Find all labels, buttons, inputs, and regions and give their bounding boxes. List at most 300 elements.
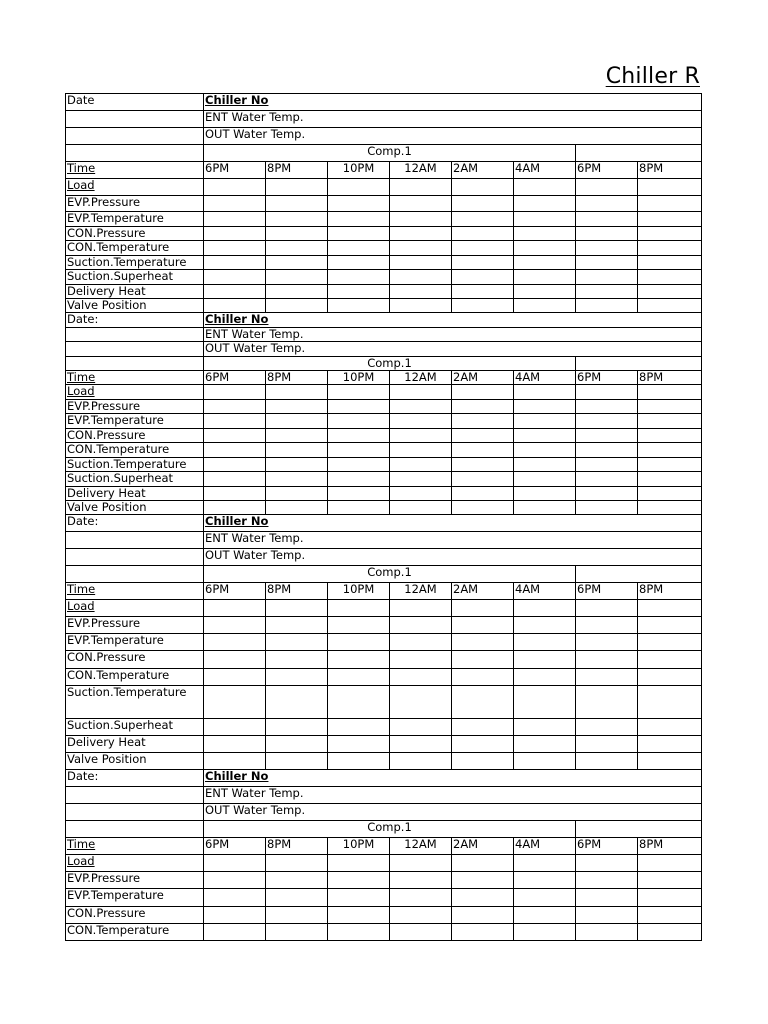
reading-cell[interactable] [266,753,328,770]
reading-cell[interactable] [514,907,576,924]
reading-cell[interactable] [514,736,576,753]
reading-cell[interactable] [452,443,514,458]
reading-cell[interactable] [204,212,266,227]
reading-cell[interactable] [328,256,390,270]
reading-cell[interactable] [576,472,638,487]
reading-cell[interactable] [390,501,452,515]
reading-cell[interactable] [390,669,452,686]
reading-cell[interactable] [266,686,328,719]
reading-cell[interactable] [452,256,514,270]
parameter-label: Load [66,600,204,617]
reading-cell[interactable] [328,227,390,241]
chiller-no-label: Chiller No [204,770,702,787]
reading-cell[interactable] [452,600,514,617]
reading-cell[interactable] [576,414,638,429]
reading-cell[interactable] [514,414,576,429]
reading-cell[interactable] [266,443,328,458]
reading-cell[interactable] [266,669,328,686]
reading-cell[interactable] [204,472,266,487]
time-header: 8PM [638,371,702,385]
reading-cell[interactable] [514,443,576,458]
reading-cell[interactable] [638,872,702,889]
parameter-label: Suction.Superheat [66,719,204,736]
reading-cell[interactable] [390,414,452,429]
reading-cell[interactable] [638,429,702,443]
reading-cell[interactable] [452,907,514,924]
reading-cell[interactable] [328,686,390,719]
reading-cell[interactable] [576,889,638,907]
reading-cell[interactable] [452,753,514,770]
parameter-label: Valve Position [66,501,204,515]
reading-cell[interactable] [514,256,576,270]
reading-cell[interactable] [390,600,452,617]
time-header: 8PM [638,162,702,179]
reading-cell[interactable] [390,179,452,196]
reading-cell[interactable] [204,651,266,669]
reading-cell[interactable] [266,256,328,270]
reading-cell[interactable] [266,179,328,196]
reading-cell[interactable] [266,270,328,285]
reading-cell[interactable] [266,241,328,256]
reading-cell[interactable] [266,872,328,889]
parameter-label: EVP.Temperature [66,212,204,227]
reading-cell[interactable] [514,458,576,472]
time-header: 6PM [576,583,638,600]
reading-cell[interactable] [576,719,638,736]
reading-cell[interactable] [452,227,514,241]
reading-cell[interactable] [204,241,266,256]
reading-cell[interactable] [452,285,514,299]
reading-cell[interactable] [576,299,638,313]
reading-cell[interactable] [514,872,576,889]
reading-cell[interactable] [204,429,266,443]
reading-cell[interactable] [204,686,266,719]
reading-cell[interactable] [328,487,390,501]
reading-cell[interactable] [266,385,328,400]
reading-cell[interactable] [452,651,514,669]
reading-cell[interactable] [390,924,452,941]
reading-cell[interactable] [576,736,638,753]
reading-cell[interactable] [514,600,576,617]
reading-cell[interactable] [328,472,390,487]
parameter-label: Suction.Superheat [66,472,204,487]
reading-cell[interactable] [576,872,638,889]
reading-cell[interactable] [576,241,638,256]
reading-cell[interactable] [638,907,702,924]
reading-cell[interactable] [328,414,390,429]
reading-cell[interactable] [514,651,576,669]
time-header: 6PM [204,583,266,600]
reading-cell[interactable] [638,889,702,907]
reading-cell[interactable] [576,385,638,400]
reading-cell[interactable] [204,487,266,501]
time-header: 8PM [266,162,328,179]
reading-cell[interactable] [266,414,328,429]
reading-cell[interactable] [452,241,514,256]
reading-cell[interactable] [266,472,328,487]
reading-cell[interactable] [638,600,702,617]
reading-cell[interactable] [514,400,576,414]
reading-cell[interactable] [204,400,266,414]
reading-cell[interactable] [266,617,328,634]
reading-cell[interactable] [266,889,328,907]
reading-cell[interactable] [390,889,452,907]
reading-cell[interactable] [390,196,452,212]
reading-cell[interactable] [576,855,638,872]
reading-cell[interactable] [452,487,514,501]
reading-cell[interactable] [390,400,452,414]
reading-cell[interactable] [390,651,452,669]
reading-cell[interactable] [328,872,390,889]
reading-cell[interactable] [638,241,702,256]
reading-cell[interactable] [328,443,390,458]
reading-cell[interactable] [452,669,514,686]
reading-cell[interactable] [576,270,638,285]
reading-cell[interactable] [638,924,702,941]
reading-cell[interactable] [390,634,452,651]
time-header: 12AM [390,162,452,179]
reading-cell[interactable] [390,270,452,285]
reading-cell[interactable] [452,686,514,719]
comp-label: Comp.1 [204,145,576,162]
reading-cell[interactable] [204,501,266,515]
reading-cell[interactable] [452,855,514,872]
reading-cell[interactable] [266,736,328,753]
parameter-label: CON.Pressure [66,651,204,669]
reading-cell[interactable] [204,458,266,472]
reading-cell[interactable] [266,651,328,669]
blank-cell [66,821,204,838]
reading-cell[interactable] [452,196,514,212]
reading-cell[interactable] [638,458,702,472]
reading-cell[interactable] [638,487,702,501]
reading-cell[interactable] [638,472,702,487]
date-value-cell[interactable] [66,532,204,549]
reading-cell[interactable] [514,212,576,227]
reading-cell[interactable] [638,634,702,651]
reading-cell[interactable] [638,299,702,313]
reading-cell[interactable] [452,458,514,472]
date-label: Date: [66,313,204,328]
reading-cell[interactable] [576,686,638,719]
reading-cell[interactable] [390,719,452,736]
reading-cell[interactable] [266,501,328,515]
reading-cell[interactable] [514,855,576,872]
reading-cell[interactable] [204,414,266,429]
parameter-row [66,501,702,515]
reading-cell[interactable] [204,924,266,941]
reading-cell[interactable] [576,256,638,270]
reading-cell[interactable] [638,285,702,299]
reading-cell[interactable] [266,299,328,313]
reading-cell[interactable] [638,385,702,400]
ent-water-row [66,532,702,549]
reading-cell[interactable] [638,443,702,458]
reading-cell[interactable] [514,487,576,501]
reading-cell[interactable] [576,212,638,227]
reading-cell[interactable] [452,501,514,515]
reading-cell[interactable] [390,429,452,443]
reading-cell[interactable] [576,487,638,501]
time-header: 4AM [514,838,576,855]
parameter-row [66,400,702,414]
reading-cell[interactable] [514,179,576,196]
reading-cell[interactable] [576,669,638,686]
reading-cell[interactable] [328,299,390,313]
reading-cell[interactable] [266,227,328,241]
reading-cell[interactable] [638,179,702,196]
reading-cell[interactable] [328,241,390,256]
reading-cell[interactable] [328,907,390,924]
reading-cell[interactable] [638,719,702,736]
out-water-label: OUT Water Temp. [204,342,702,357]
reading-cell[interactable] [266,212,328,227]
reading-cell[interactable] [452,385,514,400]
reading-cell[interactable] [452,719,514,736]
reading-cell[interactable] [328,753,390,770]
reading-cell[interactable] [204,736,266,753]
ent-water-label: ENT Water Temp. [204,328,702,342]
reading-cell[interactable] [514,196,576,212]
comp-label: Comp.1 [204,566,576,583]
reading-cell[interactable] [390,256,452,270]
reading-cell[interactable] [638,212,702,227]
reading-cell[interactable] [638,669,702,686]
parameter-label: Valve Position [66,299,204,313]
reading-cell[interactable] [452,179,514,196]
reading-cell[interactable] [452,472,514,487]
reading-cell[interactable] [514,686,576,719]
reading-cell[interactable] [452,212,514,227]
reading-cell[interactable] [638,686,702,719]
reading-cell[interactable] [514,753,576,770]
parameter-label: EVP.Temperature [66,414,204,429]
parameter-row [66,719,702,736]
reading-cell[interactable] [266,600,328,617]
reading-cell[interactable] [638,501,702,515]
reading-cell[interactable] [266,719,328,736]
reading-cell[interactable] [204,889,266,907]
reading-cell[interactable] [328,270,390,285]
reading-cell[interactable] [390,299,452,313]
reading-cell[interactable] [204,256,266,270]
reading-cell[interactable] [452,634,514,651]
reading-cell[interactable] [576,285,638,299]
reading-cell[interactable] [204,196,266,212]
reading-cell[interactable] [576,227,638,241]
date-value-cell[interactable] [66,328,204,342]
reading-cell[interactable] [514,227,576,241]
reading-cell[interactable] [390,753,452,770]
reading-cell[interactable] [204,617,266,634]
reading-cell[interactable] [514,270,576,285]
reading-cell[interactable] [638,617,702,634]
reading-cell[interactable] [390,617,452,634]
parameter-row [66,889,702,907]
reading-cell[interactable] [514,617,576,634]
reading-cell[interactable] [390,285,452,299]
reading-cell[interactable] [390,241,452,256]
reading-cell[interactable] [266,907,328,924]
reading-cell[interactable] [514,669,576,686]
parameter-label: CON.Pressure [66,227,204,241]
reading-cell[interactable] [204,385,266,400]
reading-cell[interactable] [328,651,390,669]
reading-cell[interactable] [328,719,390,736]
reading-cell[interactable] [576,600,638,617]
reading-cell[interactable] [638,196,702,212]
reading-cell[interactable] [576,634,638,651]
reading-cell[interactable] [452,889,514,907]
reading-cell[interactable] [204,299,266,313]
reading-cell[interactable] [328,400,390,414]
reading-cell[interactable] [390,872,452,889]
reading-cell[interactable] [390,907,452,924]
reading-cell[interactable] [452,924,514,941]
reading-cell[interactable] [514,241,576,256]
reading-cell[interactable] [452,299,514,313]
reading-cell[interactable] [638,736,702,753]
reading-cell[interactable] [638,256,702,270]
reading-cell[interactable] [266,400,328,414]
reading-cell[interactable] [514,719,576,736]
reading-cell[interactable] [204,669,266,686]
reading-cell[interactable] [576,617,638,634]
reading-cell[interactable] [266,285,328,299]
reading-cell[interactable] [328,458,390,472]
reading-cell[interactable] [328,855,390,872]
reading-cell[interactable] [328,212,390,227]
comp-row [66,357,702,371]
reading-cell[interactable] [514,299,576,313]
reading-cell[interactable] [328,501,390,515]
date-value-cell[interactable] [66,787,204,804]
reading-cell[interactable] [266,634,328,651]
reading-cell[interactable] [576,651,638,669]
reading-cell[interactable] [204,285,266,299]
reading-cell[interactable] [390,458,452,472]
time-header: 4AM [514,583,576,600]
reading-cell[interactable] [576,458,638,472]
reading-cell[interactable] [390,212,452,227]
reading-cell[interactable] [452,736,514,753]
reading-cell[interactable] [514,285,576,299]
reading-cell[interactable] [390,686,452,719]
reading-cell[interactable] [204,719,266,736]
reading-cell[interactable] [514,385,576,400]
reading-cell[interactable] [266,487,328,501]
reading-cell[interactable] [390,385,452,400]
reading-cell[interactable] [452,429,514,443]
parameter-label: CON.Temperature [66,924,204,941]
reading-cell[interactable] [514,429,576,443]
reading-cell[interactable] [266,196,328,212]
reading-cell[interactable] [514,889,576,907]
reading-cell[interactable] [204,227,266,241]
parameter-row [66,241,702,256]
reading-cell[interactable] [328,924,390,941]
reading-cell[interactable] [390,855,452,872]
parameter-row [66,634,702,651]
reading-cell[interactable] [328,669,390,686]
reading-cell[interactable] [576,179,638,196]
reading-cell[interactable] [204,270,266,285]
reading-cell[interactable] [266,855,328,872]
reading-cell[interactable] [390,472,452,487]
reading-cell[interactable] [514,472,576,487]
parameter-row [66,196,702,212]
comp-blank-cell [576,821,702,838]
reading-cell[interactable] [204,443,266,458]
time-header: 6PM [204,162,266,179]
reading-cell[interactable] [328,889,390,907]
reading-cell[interactable] [452,872,514,889]
time-header: 6PM [576,371,638,385]
date-value-cell[interactable] [66,111,204,128]
reading-cell[interactable] [266,458,328,472]
reading-cell[interactable] [390,227,452,241]
reading-cell[interactable] [204,600,266,617]
reading-cell[interactable] [266,924,328,941]
reading-cell[interactable] [328,617,390,634]
reading-cell[interactable] [638,855,702,872]
reading-cell[interactable] [576,501,638,515]
reading-cell[interactable] [576,753,638,770]
reading-cell[interactable] [452,400,514,414]
reading-cell[interactable] [390,487,452,501]
reading-cell[interactable] [204,179,266,196]
reading-cell[interactable] [452,414,514,429]
reading-cell[interactable] [576,196,638,212]
reading-cell[interactable] [638,414,702,429]
reading-cell[interactable] [638,270,702,285]
reading-cell[interactable] [452,617,514,634]
comp-blank-cell [576,566,702,583]
reading-cell[interactable] [452,270,514,285]
reading-cell[interactable] [390,443,452,458]
reading-cell[interactable] [576,907,638,924]
reading-cell[interactable] [638,400,702,414]
reading-cell[interactable] [514,924,576,941]
reading-cell[interactable] [638,651,702,669]
reading-cell[interactable] [514,634,576,651]
reading-cell[interactable] [328,385,390,400]
reading-cell[interactable] [514,501,576,515]
blank-cell [66,549,204,566]
reading-cell[interactable] [204,634,266,651]
reading-cell[interactable] [266,429,328,443]
reading-cell[interactable] [576,924,638,941]
reading-cell[interactable] [328,179,390,196]
reading-cell[interactable] [576,429,638,443]
reading-cell[interactable] [576,400,638,414]
reading-cell[interactable] [328,429,390,443]
parameter-label: Load [66,855,204,872]
reading-cell[interactable] [638,753,702,770]
reading-cell[interactable] [328,634,390,651]
reading-cell[interactable] [204,872,266,889]
reading-cell[interactable] [390,736,452,753]
reading-cell[interactable] [328,285,390,299]
reading-cell[interactable] [328,196,390,212]
reading-cell[interactable] [328,600,390,617]
reading-cell[interactable] [576,443,638,458]
reading-cell[interactable] [204,753,266,770]
reading-cell[interactable] [638,227,702,241]
reading-cell[interactable] [204,907,266,924]
reading-cell[interactable] [204,855,266,872]
reading-cell[interactable] [328,736,390,753]
